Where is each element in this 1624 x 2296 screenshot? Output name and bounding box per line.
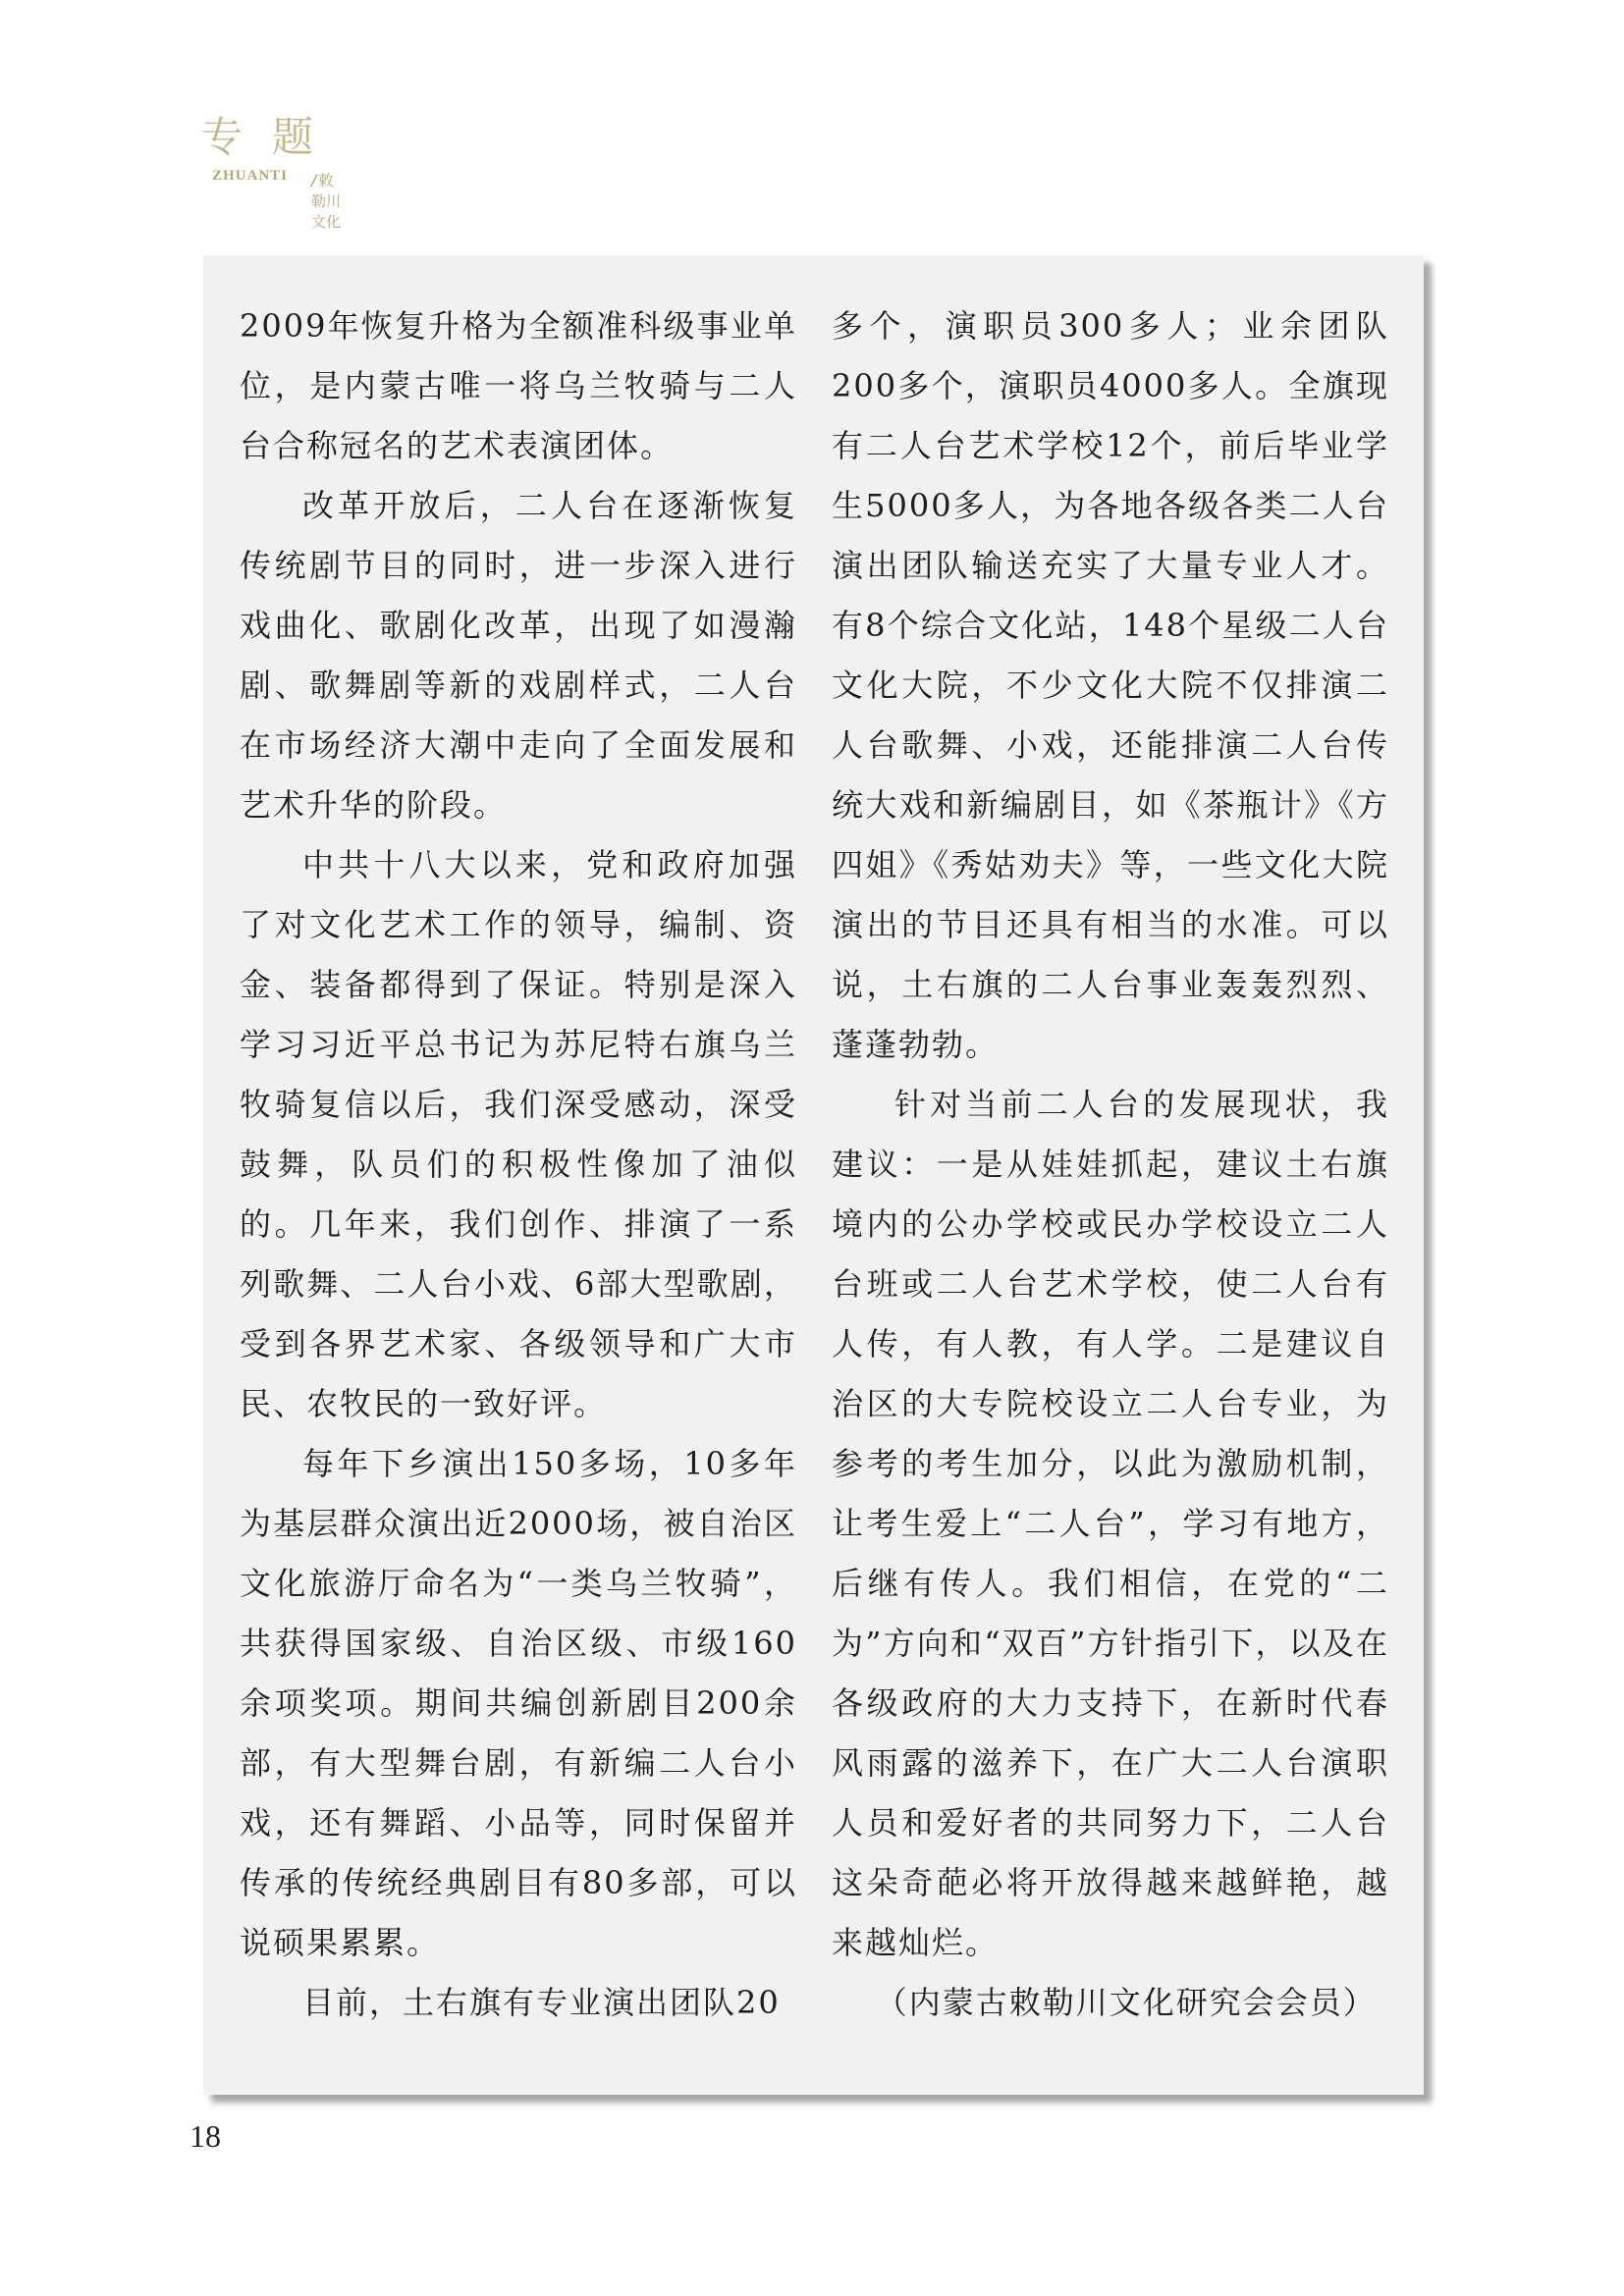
author-note: （内蒙古敕勒川文化研究会会员） (875, 1984, 1377, 2021)
paragraph: 每年下乡演出150多场，10多年为基层群众演出近2000场，被自治区文化旅游厅命名为“一类乌兰牧骑”，共获得国家级、自治区级、市级160余项奖项。期间共编创新剧目200余部，有大型舞台剧，有新编二人台小戏，还有舞蹈、小品等，同时保留并传承的传统经典剧目有80多部，可以说硕果累累。 (240, 1445, 797, 1961)
right-column (832, 296, 1389, 2033)
section-subtitle (311, 170, 343, 232)
paragraph: 针对当前二人台的发展现状，我建议：一是从娃娃抓起，建议土右旗境内的公办学校或民办学校设立二人台班或二人台艺术学校，使二人台有人传，有人教，有人学。二是建议自治区的大专院校设立二人台专业，为参考的考生加分，以此为激励机制，让考生爱上“二人台”，学习有地方，后继有传人。我们相信，在党的“二为”方向和“双百”方针指引下，以及在各级政府的大力支持下，在新时代春风雨露的滋养下，在广大二人台演职人员和爱好者的共同努力下，二人台这朵奇葩必将开放得越来越鲜艳，越来越灿烂。 (832, 1086, 1389, 1961)
section-pinyin: ZHUANTI (212, 168, 289, 184)
paragraph: 中共十八大以来，党和政府加强了对文化艺术工作的领导，编制、资金、装备都得到了保证。特别是深入学习习近平总书记为苏尼特右旗乌兰牧骑复信以后，我们深受感动，深受鼓舞，队员们的积极性像加了油似的。几年来，我们创作、排演了一系列歌舞、二人台小戏、6部大型歌剧，受到各界艺术家、各级领导和广大市民、农牧民的一致好评。 (240, 846, 797, 1422)
paragraph: 目前，土右旗有专业演出团队20 (302, 1984, 781, 2021)
paragraph: 多个，演职员300多人；业余团队200多个，演职员4000多人。全旗现有二人台艺术学校12个，前后毕业学生5000多人，为各地各级各类二人台演出团队输送充实了大量专业人才。有8个综合文化站，148个星级二人台文化大院，不少文化大院不仅排演二人台歌舞、小戏，还能排演二人台传统大戏和新编剧目，如《茶瓶计》《方四姐》《秀姑劝夫》等，一些文化大院演出的节目还具有相当的水准。可以说，土右旗的二人台事业轰轰烈烈、蓬蓬勃勃。 (832, 307, 1389, 1063)
section-subtitle-text: 敕勒川文化 (311, 172, 342, 231)
section-header (201, 113, 344, 231)
article-panel (203, 255, 1424, 2095)
paragraph: 2009年恢复升格为全额准科级事业单位，是内蒙古唯一将乌兰牧骑与二人台合称冠名的艺术表演团体。 (240, 307, 797, 464)
left-column (240, 296, 797, 2033)
section-slash: / (311, 172, 317, 189)
paragraph: 改革开放后，二人台在逐渐恢复传统剧节目的同时，进一步深入进行戏曲化、歌剧化改革，出现了如漫瀚剧、歌舞剧等新的戏剧样式，二人台在市场经济大潮中走向了全面发展和艺术升华的阶段。 (240, 487, 797, 824)
section-title: 专题 (201, 113, 344, 161)
page-number: 18 (189, 2118, 221, 2154)
section-subtitle-row (201, 168, 343, 231)
